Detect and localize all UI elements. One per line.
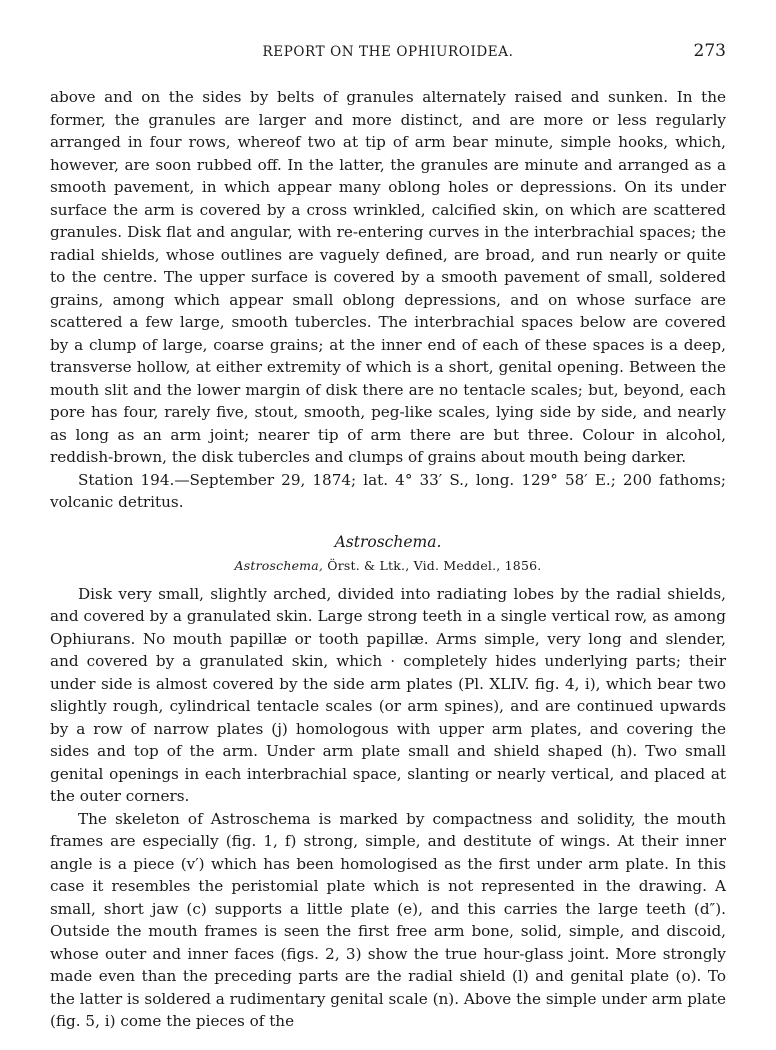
body-text bbox=[50, 86, 726, 1033]
skeleton-paragraph: The skeleton of Astroschema is marked by compactness and solidity, the mouth frames are especially (fig. 1, f) strong, simple, and destitute of wings. At their inner angle is a piece (v′) which has been homologised as the first under arm plate. In this case it resembles the peristomial plate which is not represented in the drawing. A small, short jaw (c) supports a little plate (e), and this carries the large teeth (d″). Outside the mouth frames is seen the first free arm bone, solid, simple, and discoid, whose outer and inner faces (figs. 2, 3) show the true hour-glass joint. More strongly made even than the preceding parts are the radial shield (l) and genital plate (o). To the latter is soldered a rudimentary genital scale (n). Above the simple under arm plate (fig. 5, i) come the pieces of the bbox=[50, 809, 726, 1030]
station-paragraph: Station 194.—September 29, 1874; lat. 4° 33′ S., long. 129° 58′ E.; 200 fathoms; volcanic detritus. bbox=[50, 470, 726, 511]
genus-citation-name: Astroschema, bbox=[234, 558, 324, 573]
page-number: 273 bbox=[693, 41, 726, 61]
genus-citation-source: Örst. & Ltk., Vid. Meddel., 1856. bbox=[327, 558, 542, 573]
page-header bbox=[50, 41, 726, 68]
genus-citation bbox=[50, 555, 726, 578]
genus-heading: Astroschema. bbox=[334, 532, 442, 551]
running-title: REPORT ON THE OPHIUROIDEA. bbox=[262, 44, 514, 60]
genus-description-paragraph: Disk very small, slightly arched, divided into radiating lobes by the radial shields, and covered by a granulated skin. Large strong teeth in a single vertical row, as among Ophiurans. No mouth papillæ or tooth papillæ. Arms simple, very long and slender, and covered by a granulated skin, which · completely hides underlying parts; their under side is almost covered by the side arm plates (Pl. XLIV. fig. 4, i), which bear two slightly rough, cylindrical tentacle scales (or arm spines), and are continued upwards by a row of narrow plates (j) homologous with upper arm plates, and covering the sides and top of the arm. Under arm plate small and shield shaped (h). Two small genital openings in each interbrachial space, slanting or nearly vertical, and placed at the outer corners. bbox=[50, 584, 726, 805]
species-description-paragraph: above and on the sides by belts of granules alternately raised and sunken. In the former, the granules are larger and more distinct, and are more or less regularly arranged in four rows, whereof two at tip of arm bear minute, simple hooks, which, however, are soon rubbed off. In the latter, the granules are minute and arranged as a smooth pavement, in which appear many oblong holes or depressions. On its under surface the arm is covered by a cross wrinkled, calcified skin, on which are scattered granules. Disk flat and angular, with re-entering curves in the interbrachial spaces; the radial shields, whose outlines are vaguely defined, are broad, and run nearly or quite to the centre. The upper surface is covered by a smooth pavement of small, soldered grains, among which appear small oblong depressions, and on whose surface are scattered a few large, smooth tubercles. The interbrachial spaces below are covered by a clump of large, coarse grains; at the inner end of each of these spaces is a deep, transverse hollow, at either extremity of which is a short, genital opening. Between the mouth slit and the lower margin of disk there are no tentacle scales; but, beyond, each pore has four, rarely five, stout, smooth, peg-like scales, lying side by side, and nearly as long as an arm joint; nearer tip of arm there are but three. Colour in alcohol, reddish-brown, the disk tubercles and clumps of grains about mouth being darker. bbox=[50, 88, 726, 466]
